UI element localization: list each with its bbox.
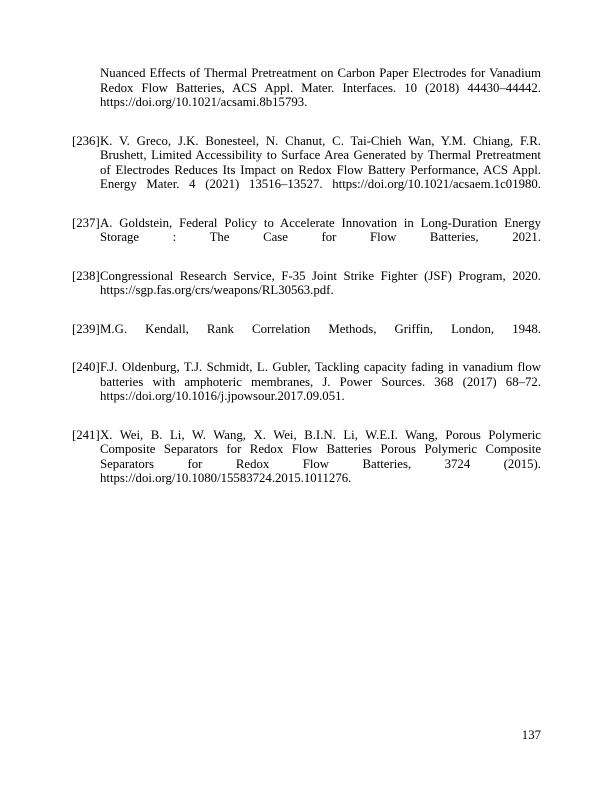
reference-number: [236] bbox=[72, 133, 100, 148]
reference-number: [239] bbox=[72, 321, 100, 336]
reference-number: [240] bbox=[72, 360, 100, 375]
reference-text: Nuanced Effects of Thermal Pretreatment on Carbon Paper Electrodes for Vanadium Redox Flow Batteries, ACS Appl. Mater. Interfaces. 10 (2018) 44430–44442. https://doi.org/10.1021/acsami.8b15793. bbox=[100, 66, 541, 110]
reference-text: X. Wei, B. Li, W. Wang, X. Wei, B.I.N. Li, W.E.I. Wang, Porous Polymeric Composite Separators for Redox Flow Batteries Porous Polymeric Composite Separators for Redox Flow Batteries, 3724 (2015). https://doi.org/10.1080/15583724.2015.1011276. bbox=[100, 427, 541, 486]
reference-entry bbox=[72, 322, 541, 351]
reference-continuation bbox=[72, 66, 541, 124]
reference-entry bbox=[72, 428, 541, 501]
reference-text: Congressional Research Service, F-35 Joint Strike Fighter (JSF) Program, 2020. https://sgp.fas.org/crs/weapons/RL30563.pdf. bbox=[100, 268, 541, 298]
reference-text: F.J. Oldenburg, T.J. Schmidt, L. Gubler, Tackling capacity fading in vanadium flow batteries with amphoteric membranes, J. Power Sources. 368 (2017) 68–72. https://doi.org/10.1016/j.jpowsour.2017.09.051. bbox=[100, 360, 541, 404]
reference-text: K. V. Greco, J.K. Bonesteel, N. Chanut, C. Tai-Chieh Wan, Y.M. Chiang, F.R. Brushett, Limited Accessibility to Surface Area Generated by Thermal Pretreatment of Electrodes Reduces Its Impact on Redox Flow Battery Performance, ACS Appl. Energy Mater. 4 (2021) 13516–13527. https://doi.org/10.1021/acsaem.1c01980. bbox=[100, 133, 541, 192]
reference-entry bbox=[72, 134, 541, 207]
reference-text: A. Goldstein, Federal Policy to Accelerate Innovation in Long-Duration Energy Storage : The Case for Flow Batteries, 2021. bbox=[100, 215, 541, 245]
reference-entry bbox=[72, 269, 541, 313]
reference-number: [238] bbox=[72, 268, 100, 283]
page-number: 137 bbox=[521, 728, 541, 742]
reference-text: M.G. Kendall, Rank Correlation Methods, Griffin, London, 1948. bbox=[100, 321, 541, 336]
reference-number: [237] bbox=[72, 215, 100, 230]
reference-entry bbox=[72, 216, 541, 260]
reference-list bbox=[72, 66, 541, 510]
reference-number: [241] bbox=[72, 427, 100, 442]
reference-entry bbox=[72, 360, 541, 418]
